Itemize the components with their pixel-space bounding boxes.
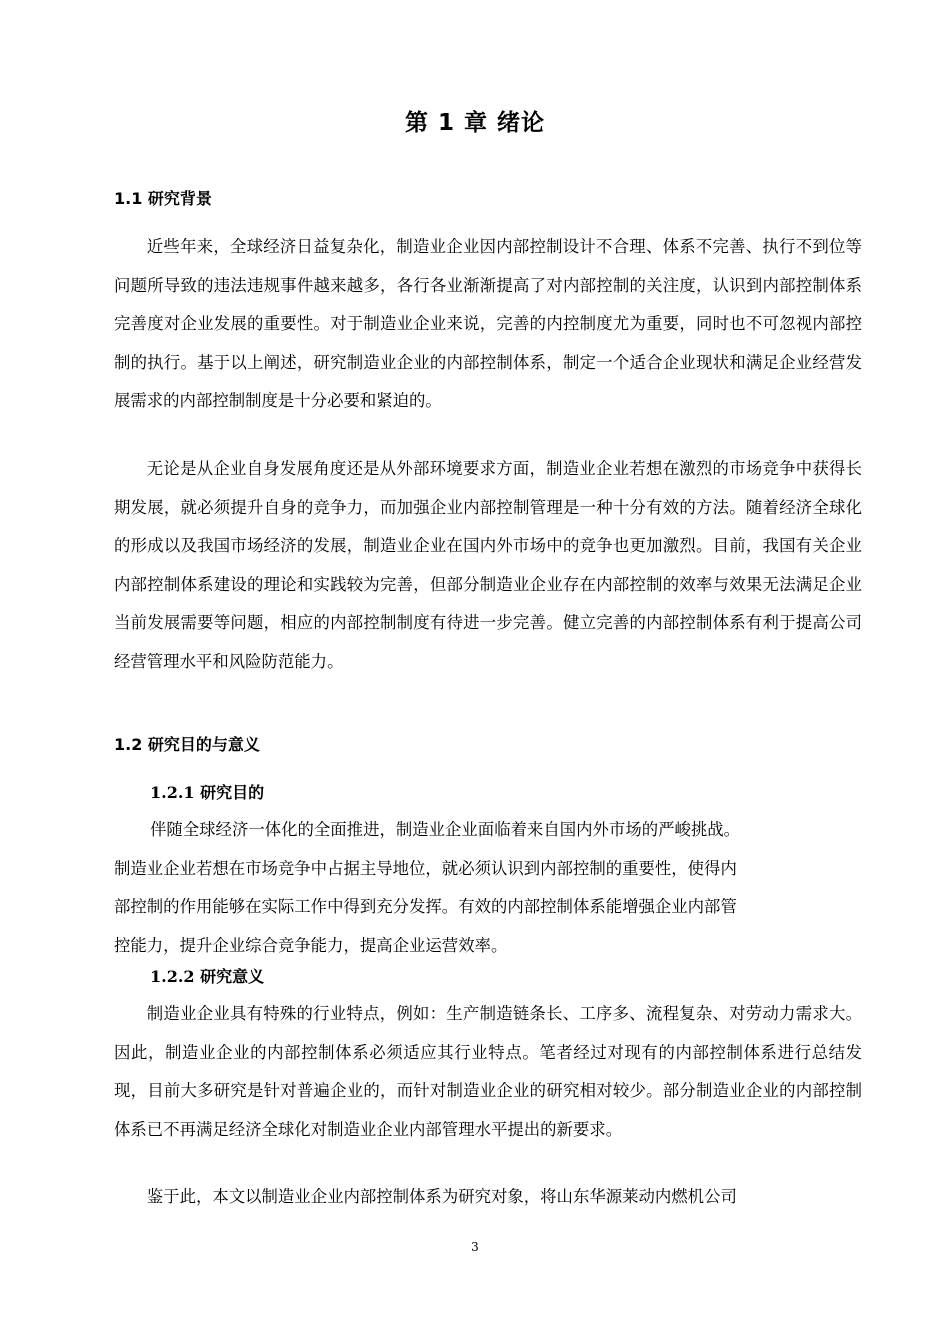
body-paragraph: 近些年来，全球经济日益复杂化，制造业企业因内部控制设计不合理、体系不完善、执行不到位等问题所导致的违法违规事件越来越多，各行各业渐渐提高了对内部控制的关注度，认识到内部控制体系完善度对企业发展的重要性。对于制造业企业来说，完善的内控制度尤为重要，同时也不可忽视内部控制的执行。基于以上阐述，研究制造业企业的内部控制体系，制定一个适合企业现状和满足企业经营发展需求的内部控制制度是十分必要和紧迫的。 [114,237,862,411]
body-paragraph: 无论是从企业自身发展角度还是从外部环境要求方面，制造业企业若想在激烈的市场竞争中获得长期发展，就必须提升自身的竞争力，而加强企业内部控制管理是一种十分有效的方法。随着经济全球化的形成以及我国市场经济的发展，制造业企业在国内外市场中的竞争也更加激烈。目前，我国有关企业内部控制体系建设的理论和实践较为完善，但部分制造业企业存在内部控制的效率与效果无法满足企业当前发展需要等问题，相应的内部控制制度有待进一步完善。健立完善的内部控制体系有利于提高公司经营管理水平和风险防范能力。 [114,459,862,671]
body-paragraph: 鉴于此，本文以制造业企业内部控制体系为研究对象，将山东华源莱动内燃机公司 [146,1187,737,1206]
paragraph-line: 部控制的作用能够在实际工作中得到充分发挥。有效的内部控制体系能增强企业内部管 [114,897,737,917]
paragraph-line: 制造业企业若想在市场竞争中占据主导地位，就必须认识到内部控制的重要性，使得内 [114,858,737,878]
paragraph-line: 伴随全球经济一体化的全面推进，制造业企业面临着来自国内外市场的严峻挑战。 [150,820,741,839]
subsection-heading-1-2-1: 1.2.1 研究目的 [150,783,265,802]
section-heading-1-1: 1.1 研究背景 [114,189,212,208]
body-paragraph: 制造业企业具有特殊的行业特点，例如：生产制造链条长、工序多、流程复杂、对劳动力需求大。因此，制造业企业的内部控制体系必须适应其行业特点。笔者经过对现有的内部控制体系进行总结发现，目前大多研究是针对普遍企业的，而针对制造业企业的研究相对较少。部分制造业企业的内部控制体系已不再满足经济全球化对制造业企业内部管理水平提出的新要求。 [114,1004,862,1139]
chapter-title: 第 1 章 绪论 [404,110,546,136]
subsection-heading-1-2-2: 1.2.2 研究意义 [150,967,265,986]
body-paragraph [114,811,862,965]
page-number: 3 [471,1240,479,1254]
paragraph-line: 控能力，提升企业综合竞争能力，提高企业运营效率。 [114,935,508,955]
section-heading-1-2: 1.2 研究目的与意义 [114,735,260,754]
